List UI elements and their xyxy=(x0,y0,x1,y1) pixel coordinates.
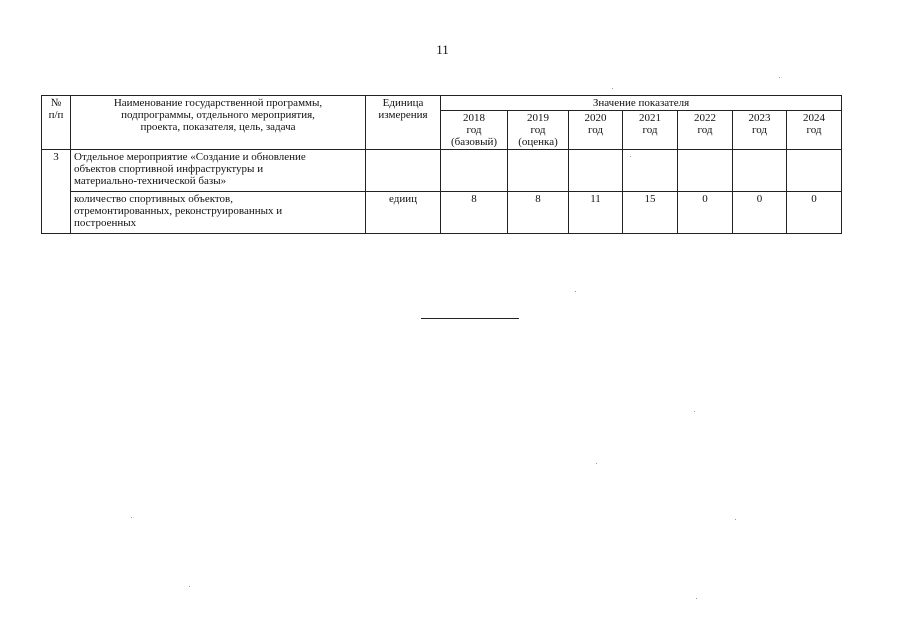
row-num: 3 xyxy=(42,150,71,234)
separator-line xyxy=(421,318,519,319)
scan-speck xyxy=(612,88,613,89)
row-unit: едииц xyxy=(366,192,441,234)
scan-speck xyxy=(735,519,736,520)
page-number: 11 xyxy=(436,42,449,57)
row-value: 11 xyxy=(569,192,623,234)
indicators-table xyxy=(41,95,842,234)
header-name: Наименование государственной программы, подпрограммы, отдельного мероприятия, проекта, показателя, цель, задача xyxy=(71,96,366,150)
header-num: № п/п xyxy=(42,96,71,150)
row-value xyxy=(508,150,569,192)
scan-speck xyxy=(630,156,631,157)
scan-speck xyxy=(575,291,576,292)
header-year-2020: 2020 год xyxy=(569,111,623,150)
header-year-2018: 2018 год (базовый) xyxy=(441,111,508,150)
header-year-2023: 2023 год xyxy=(733,111,787,150)
table-header-row xyxy=(42,96,842,111)
scan-speck xyxy=(596,463,597,464)
scan-speck xyxy=(694,411,695,412)
row-name: Отдельное мероприятие «Создание и обновление объектов спортивной инфраструктуры и материально-технической базы» xyxy=(71,150,366,192)
scan-speck xyxy=(696,598,697,599)
row-unit xyxy=(366,150,441,192)
scan-speck xyxy=(131,517,132,518)
row-value: 8 xyxy=(508,192,569,234)
row-value xyxy=(678,150,733,192)
scan-speck xyxy=(779,77,780,78)
row-value xyxy=(733,150,787,192)
table-row xyxy=(42,150,842,192)
header-year-2019: 2019 год (оценка) xyxy=(508,111,569,150)
table-row xyxy=(42,192,842,234)
row-value xyxy=(569,150,623,192)
header-unit: Единица измерения xyxy=(366,96,441,150)
row-value: 0 xyxy=(678,192,733,234)
row-value: 8 xyxy=(441,192,508,234)
row-value: 15 xyxy=(623,192,678,234)
row-value: 0 xyxy=(733,192,787,234)
header-year-2021: 2021 год xyxy=(623,111,678,150)
row-name: количество спортивных объектов, отремонтированных, реконструированных и построенных xyxy=(71,192,366,234)
row-value: 0 xyxy=(787,192,842,234)
header-value-group: Значение показателя xyxy=(441,96,842,111)
header-year-2024: 2024 год xyxy=(787,111,842,150)
row-value xyxy=(441,150,508,192)
header-year-2022: 2022 год xyxy=(678,111,733,150)
scan-speck xyxy=(189,586,190,587)
row-value xyxy=(787,150,842,192)
